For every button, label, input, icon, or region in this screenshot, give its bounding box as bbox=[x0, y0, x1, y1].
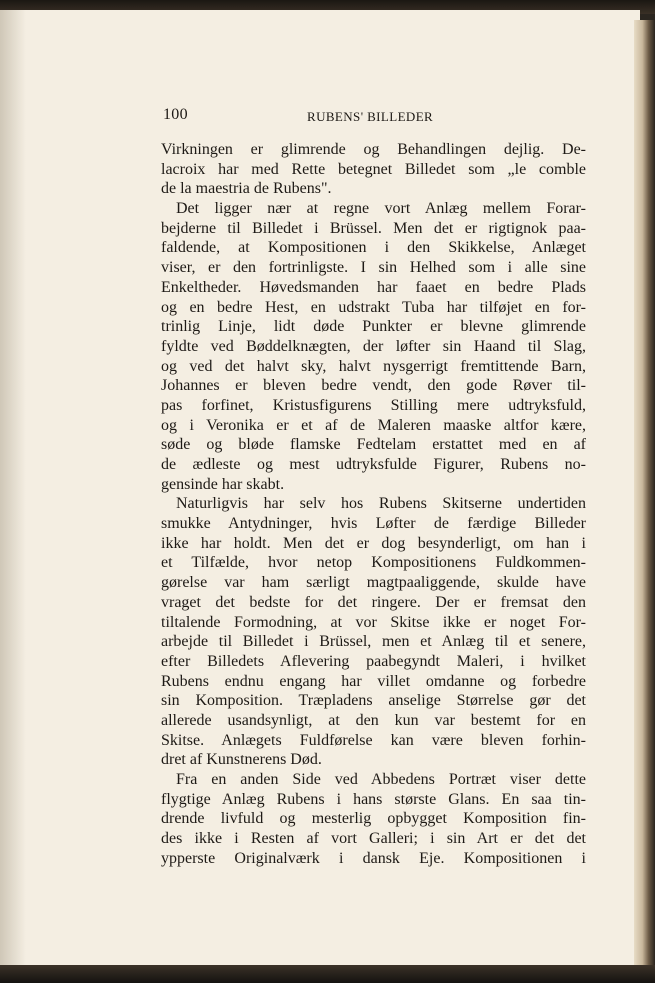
text-line: og i Veronika er et af de Maleren maaske altfor kære, bbox=[161, 416, 586, 434]
text-line: lacroix har med Rette betegnet Billedet som „le comble bbox=[161, 160, 586, 178]
text-line: ikke har holdt. Men det er dog besynderligt, om han i bbox=[161, 534, 586, 552]
text-line: drende livfuld og mesterlig opbygget Komposition fin- bbox=[161, 810, 586, 828]
text-line: Johannes er bleven bedre vendt, den gode Røver til- bbox=[161, 377, 586, 395]
text-line: faldende, at Kompositionen i den Skikkelse, Anlæget bbox=[161, 239, 586, 257]
text-line: Enkeltheder. Høvedsmanden har faaet en bedre Plads bbox=[161, 278, 586, 296]
page-number: 100 bbox=[163, 106, 188, 123]
text-line: sin Komposition. Træpladens anselige Størrelse gør det bbox=[161, 692, 586, 710]
text-line: vraget det bedste for det ringere. Der er fremsat den bbox=[161, 593, 586, 611]
text-line: Det ligger nær at regne vort Anlæg mellem Forar- bbox=[176, 200, 586, 218]
text-line: et Tilfælde, hvor netop Kompositionens Fuldkommen- bbox=[161, 554, 586, 572]
page-header bbox=[163, 106, 588, 128]
text-line: gensinde har skabt. bbox=[161, 475, 285, 493]
text-line: de la maestria de Rubens". bbox=[161, 180, 332, 198]
text-line: viser, er den fortrinligste. I sin Helhed som i alle sine bbox=[161, 259, 586, 277]
text-line: Skitse. Anlægets Fuldførelse kan være bleven forhin- bbox=[161, 731, 586, 749]
text-line: des ikke i Resten af vort Galleri; i sin Art er det det bbox=[161, 830, 586, 848]
gutter-shadow bbox=[0, 10, 26, 968]
text-line: ypperste Originalværk i dansk Eje. Kompositionen i bbox=[161, 849, 586, 867]
text-line: dret af Kunstnerens Død. bbox=[161, 751, 322, 769]
text-line: Fra en anden Side ved Abbedens Portræt viser dette bbox=[176, 771, 586, 788]
text-line: gørelse var ham særligt magtpaaliggende, skulde have bbox=[161, 574, 586, 592]
text-line: trinlig Linje, lidt døde Punkter er blevne glimrende bbox=[161, 318, 586, 336]
running-title: RUBENS' BILLEDER bbox=[307, 109, 434, 124]
text-line: de ædleste og mest udtryksfulde Figurer, Rubens no- bbox=[161, 456, 586, 473]
text-line: flygtige Anlæg Rubens i hans største Glans. En saa tin- bbox=[161, 790, 586, 808]
text-line: bejderne til Billedet i Brüssel. Men det er rigtignok paa- bbox=[161, 219, 586, 237]
text-line: smukke Antydninger, hvis Løfter de færdige Billeder bbox=[161, 515, 586, 533]
text-line: pas forfinet, Kristusfigurens Stilling mere udtryksfuld, bbox=[161, 396, 586, 414]
text-line: og en bedre Hest, en udstrakt Tuba har tilføjet en for- bbox=[161, 298, 586, 316]
text-line: Naturligvis har selv hos Rubens Skitserne undertiden bbox=[176, 495, 586, 513]
body-text bbox=[161, 140, 586, 868]
scan-bottom-border bbox=[0, 965, 655, 983]
text-line: Rubens endnu engang har villet omdanne og forbedre bbox=[161, 672, 586, 690]
page-stack-edge bbox=[634, 20, 655, 965]
text-line: fyldte ved Bøddelknægten, der løfter sin Haand til Slag, bbox=[161, 337, 586, 355]
text-line: og ved det halvt sky, halvt nysgerrigt fremtittende Barn, bbox=[161, 357, 586, 375]
text-line: søde og bløde flamske Fedtelam erstattet med en af bbox=[161, 436, 586, 454]
text-line: Virkningen er glimrende og Behandlingen dejlig. De- bbox=[161, 141, 586, 158]
text-line: efter Billedets Aflevering paabegyndt Maleri, i hvilket bbox=[161, 652, 586, 670]
text-line: arbejde til Billedet i Brüssel, men et Anlæg til et senere, bbox=[161, 633, 586, 651]
text-line: allerede usandsynligt, at den kun var bestemt for en bbox=[161, 711, 586, 729]
text-line: tiltalende Formodning, at vor Skitse ikke er noget For- bbox=[161, 613, 586, 631]
